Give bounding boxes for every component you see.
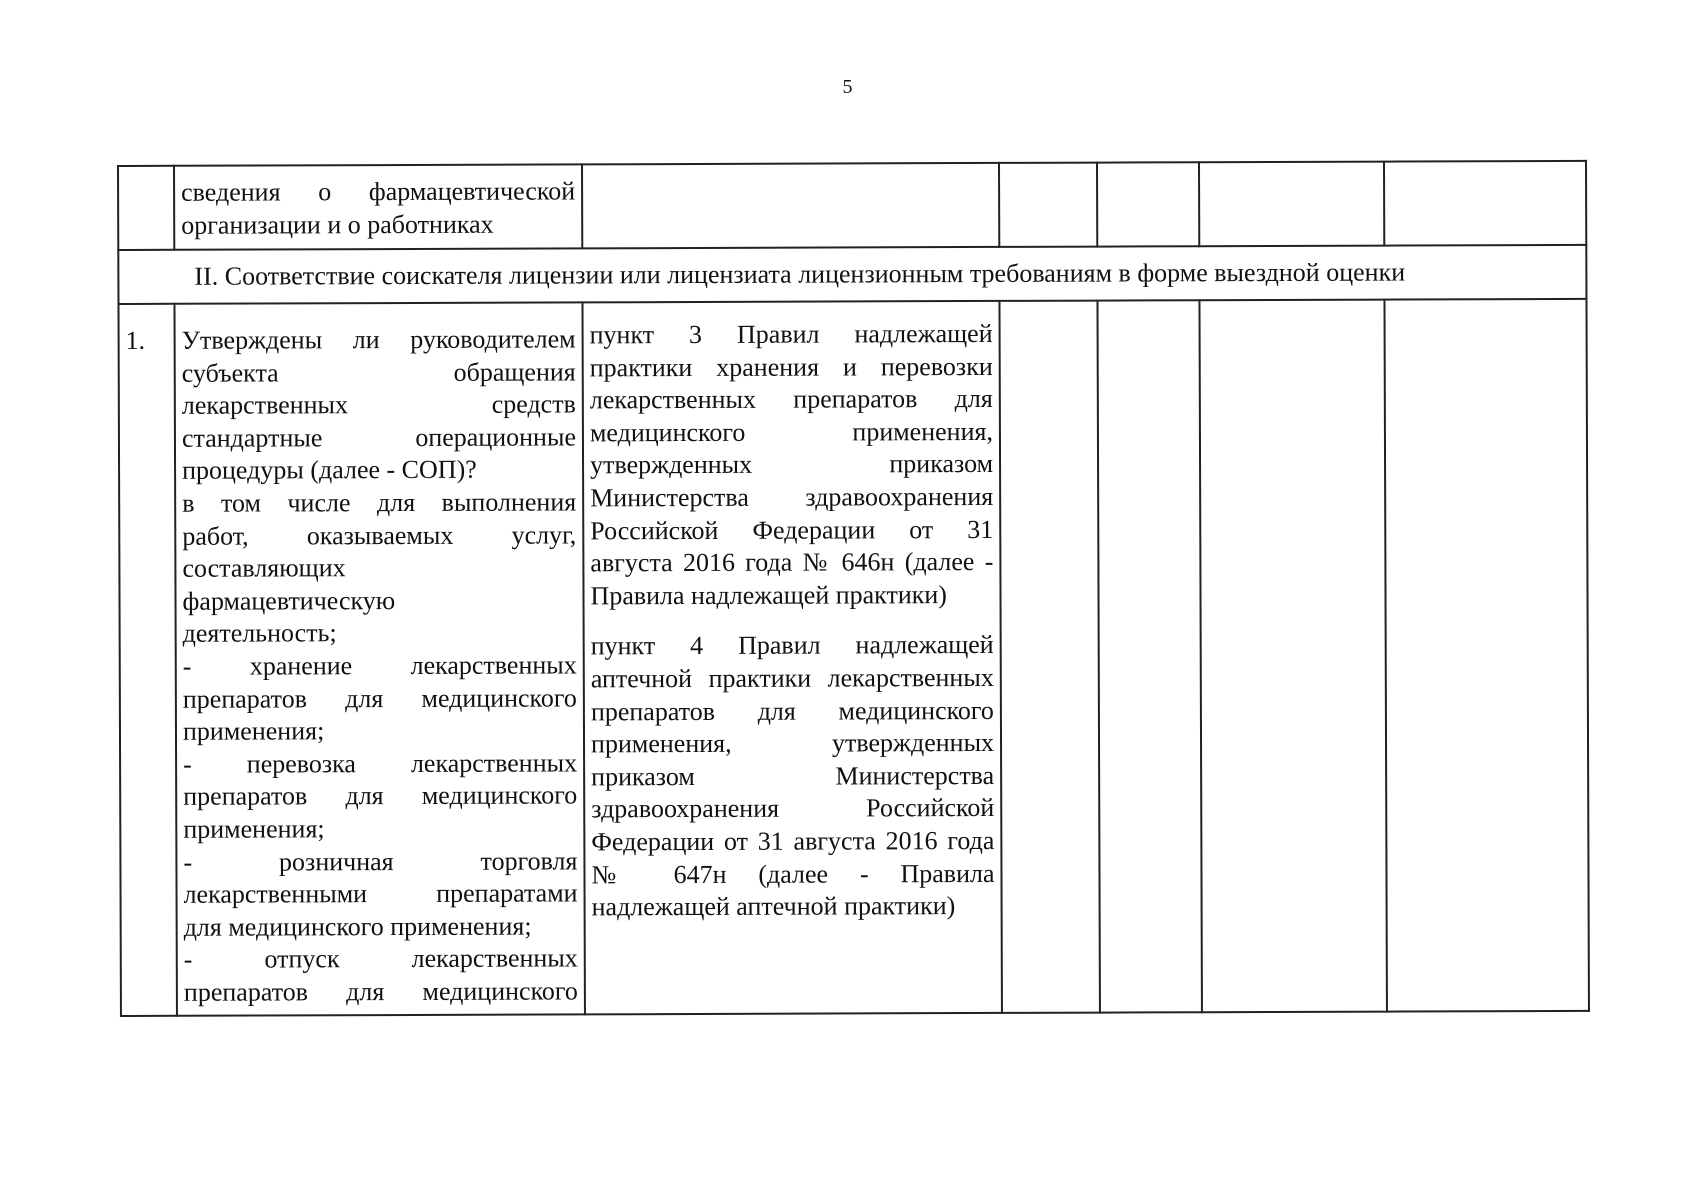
question-line: для медицинского применения; — [183, 911, 532, 942]
question-line: деятельность; — [182, 618, 337, 649]
references — [583, 302, 1000, 924]
question-line: препаратов для медицинского — [183, 780, 578, 812]
table-row-continued — [118, 161, 1586, 250]
cell-empty — [999, 301, 1099, 1013]
page-number: 5 — [842, 76, 853, 98]
question-line: фармацевтическую — [182, 585, 396, 616]
cell-empty — [1097, 300, 1201, 1012]
cell-number-empty — [118, 166, 174, 250]
cell-continued-text — [174, 164, 582, 249]
question-line: субъекта обращения — [181, 356, 576, 388]
question-line: в том числе для выполнения — [182, 487, 577, 518]
question-line: стандартные операционные — [181, 422, 577, 453]
question-line: лекарственных средств — [181, 389, 576, 420]
cell-question — [174, 302, 584, 1015]
continued-text: сведения о фармацевтической организации и о работниках — [181, 176, 576, 240]
cell-reference-empty — [582, 163, 999, 248]
question-line: - отпуск лекарственных — [183, 943, 578, 975]
question-line: препаратов для медицинского — [182, 682, 577, 714]
section-heading-cell — [118, 245, 1586, 304]
question-line: составляющих — [182, 553, 346, 583]
question-line: лекарственными препаратами — [183, 878, 578, 909]
question-line: применения; — [183, 814, 325, 844]
item-number: 1. — [125, 325, 146, 355]
cell-empty — [1384, 161, 1586, 246]
cell-empty — [1097, 162, 1199, 246]
question-text — [175, 303, 583, 1009]
question-line: - розничная торговля — [183, 845, 578, 877]
cell-empty — [1384, 299, 1588, 1012]
table-row-section — [118, 245, 1586, 304]
cell-item-number — [118, 304, 176, 1016]
question-line: применения; — [182, 716, 325, 746]
reference-2: пункт 4 Правил надлежащей аптечной практики лекарственных препаратов для медицинского применения, утвержденных приказом Министерства здравоохранения Российской Федерации от 31 августа 2016 года № 647н (далее - Правила надлежащей аптечной практики) — [590, 630, 995, 922]
cell-empty — [1199, 162, 1384, 247]
question-line: - хранение лекарственных — [182, 650, 577, 681]
question-line: Утверждены ли руководителем — [181, 324, 576, 355]
reference-1: пункт 3 Правил надлежащей практики хранения и перевозки лекарственных препаратов для медицинского применения, утвержденных приказом Министерства здравоохранения Российской Федерации от 31 августа 2016 года № 646н (далее - Правила надлежащей практики) — [589, 318, 994, 611]
cell-empty — [999, 163, 1097, 247]
checklist-table — [117, 160, 1590, 1017]
section-heading: II. Соответствие соискателя лицензии или лицензиата лицензионным требованиям в форме выездной оценки — [194, 257, 1406, 291]
cell-reference — [582, 301, 1001, 1014]
question-line: - перевозка лекарственных — [183, 748, 578, 779]
table-row-item-1 — [118, 299, 1588, 1016]
question-line: препаратов для медицинского — [183, 976, 578, 1007]
cell-empty — [1199, 300, 1386, 1013]
question-line: процедуры (далее - СОП)? — [182, 455, 477, 486]
question-line: работ, оказываемых услуг, — [182, 519, 577, 551]
